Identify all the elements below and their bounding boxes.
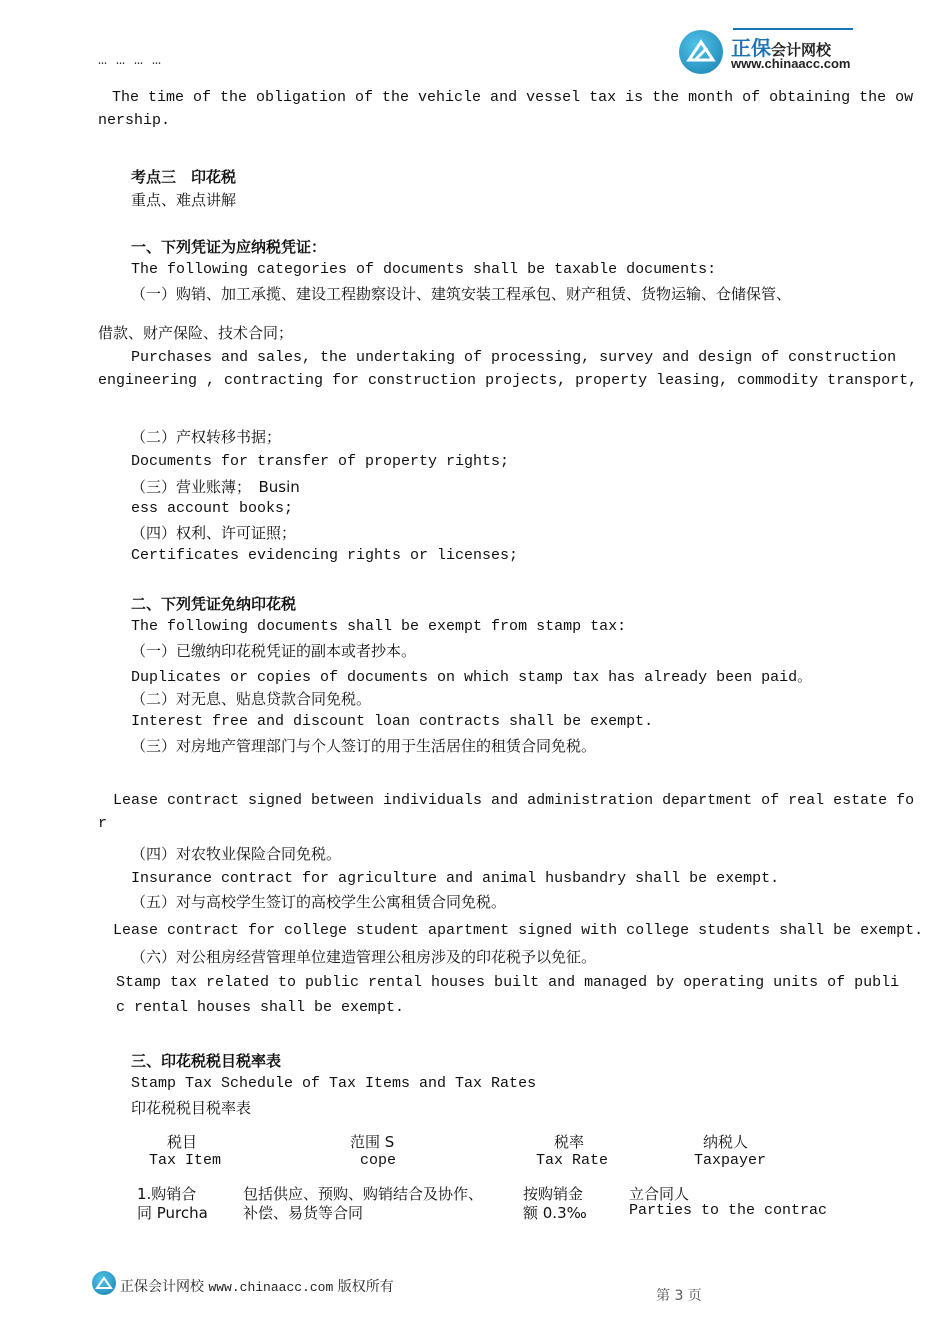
- part2-item3-cn: （三）对房地产管理部门与个人签订的用于生活居住的租赁合同免税。: [131, 737, 597, 755]
- table-header-taxpayer-en: Taxpayer: [694, 1152, 767, 1169]
- table-row1-item-cn: 1.购销合: [137, 1185, 197, 1203]
- part2-item2-en: Interest free and discount loan contracts shall be exempt.: [131, 713, 654, 730]
- brand-line: [733, 28, 853, 30]
- part1-item2-cn: （二）产权转移书据；: [131, 428, 282, 446]
- part2-item4-cn: （四）对农牧业保险合同免税。: [131, 845, 342, 863]
- table-header-scope-cn: 范围 S: [350, 1133, 395, 1151]
- part2-en: The following documents shall be exempt from stamp tax:: [131, 618, 627, 635]
- part1-heading: 一、下列凭证为应纳税凭证：: [131, 238, 327, 256]
- part2-item6-cn: （六）对公租房经营管理单位建造管理公租房涉及的印花税予以免征。: [131, 948, 597, 966]
- footer-copyright: 正保会计网校 www.chinaacc.com 版权所有: [120, 1279, 394, 1295]
- intro-line-1: The time of the obligation of the vehicle and vessel tax is the month of obtaining the ow: [112, 89, 914, 106]
- section-title: 考点三 印花税: [131, 168, 237, 186]
- part2-item6-en-b: c rental houses shall be exempt.: [116, 999, 405, 1016]
- part1-item4-cn: （四）权利、许可证照；: [131, 524, 297, 542]
- table-row1-item-en: 同 Purcha: [137, 1204, 208, 1222]
- part2-heading: 二、下列凭证免纳印花税: [131, 595, 297, 613]
- top-fragment: … … … …: [98, 52, 162, 69]
- part1-item3-cn: （三）营业账薄； Busin: [131, 478, 300, 496]
- table-row1-rate-cn: 按购销金: [523, 1185, 584, 1203]
- part3-en: Stamp Tax Schedule of Tax Items and Tax Rates: [131, 1075, 537, 1092]
- table-header-rate-en: Tax Rate: [536, 1152, 609, 1169]
- part2-item6-en-a: Stamp tax related to public rental houses built and managed by operating units of publi: [116, 974, 900, 991]
- table-row1-scope-cn: 包括供应、预购、购销结合及协作、: [243, 1185, 484, 1203]
- part2-item2-cn: （二）对无息、贴息贷款合同免税。: [131, 690, 372, 708]
- table-row1-taxpayer-cn: 立合同人: [629, 1185, 690, 1203]
- part1-item2-en: Documents for transfer of property rights;: [131, 453, 510, 470]
- brand-url: www.chinaacc.com: [731, 56, 851, 71]
- part1-en: The following categories of documents shall be taxable documents:: [131, 261, 717, 278]
- page-number: 第 3 页: [656, 1288, 702, 1304]
- table-header-item-cn: 税目: [167, 1133, 198, 1151]
- table-row1-scope-en: 补偿、易货等合同: [243, 1204, 364, 1222]
- table-header-scope-en: cope: [360, 1152, 397, 1169]
- footer-logo-icon: [92, 1271, 116, 1295]
- table-header-item-en: Tax Item: [149, 1152, 222, 1169]
- part2-item3-en-b: r: [98, 815, 108, 832]
- part3-heading: 三、印花税税目税率表: [131, 1052, 282, 1070]
- part2-item1-en: Duplicates or copies of documents on which stamp tax has already been paid。: [131, 669, 813, 686]
- part2-item4-en: Insurance contract for agriculture and animal husbandry shall be exempt.: [131, 870, 780, 887]
- part2-item5-en: Lease contract for college student apartment signed with college students shall be exempt.: [113, 922, 924, 939]
- table-header-taxpayer-cn: 纳税人: [703, 1133, 749, 1151]
- part2-item5-cn: （五）对与高校学生签订的高校学生公寓租赁合同免税。: [131, 893, 507, 911]
- part1-item1-en-b: engineering , contracting for construction projects, property leasing, commodity transport,: [98, 372, 918, 389]
- part2-item1-cn: （一）已缴纳印花税凭证的副本或者抄本。: [131, 642, 417, 660]
- part1-item1-en-a: Purchases and sales, the undertaking of processing, survey and design of construction: [131, 349, 897, 366]
- part1-item1-cn-b: 借款、财产保险、技术合同；: [98, 324, 294, 342]
- part2-item3-en-a: Lease contract signed between individuals and administration department of real estate fo: [113, 792, 915, 809]
- brand-name: 正保会计网校: [731, 36, 832, 60]
- part3-caption: 印花税税目税率表: [131, 1099, 252, 1117]
- table-row1-taxpayer-en: Parties to the contrac: [629, 1202, 828, 1219]
- table-header-rate-cn: 税率: [554, 1133, 585, 1151]
- table-row1-rate-en: 额 0.3‰: [523, 1204, 587, 1222]
- brand-logo-icon: [679, 30, 723, 74]
- part1-item1-cn-a: （一）购销、加工承揽、建设工程勘察设计、建筑安装工程承包、财产租赁、货物运输、仓储保管、: [131, 285, 792, 303]
- intro-line-2: nership.: [98, 112, 171, 129]
- part1-item4-en: Certificates evidencing rights or licenses;: [131, 547, 519, 564]
- part1-item3-en: ess account books;: [131, 500, 294, 517]
- section-subtitle: 重点、难点讲解: [131, 191, 237, 209]
